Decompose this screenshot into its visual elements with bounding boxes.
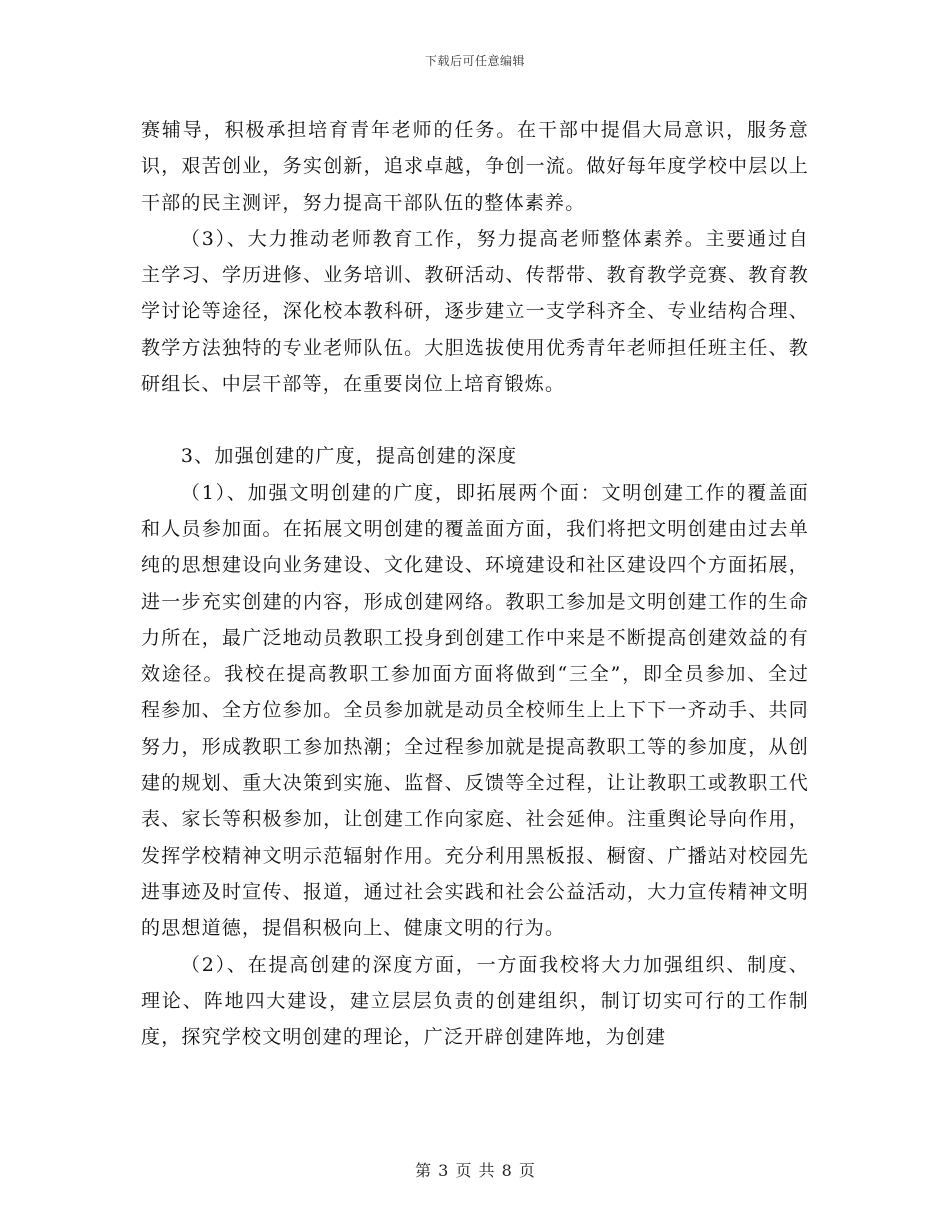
page-number-footer: 第 3 页 共 8 页 — [415, 1161, 535, 1180]
paragraph-item-3: （3）、大力推动老师教育工作，努力提高老师整体素养。主要通过自主学习、学历进修、业务培训、教研活动、传帮带、教育教学竞赛、教育教学讨论等途径，深化校本教科研，逐步建立一支学科齐全、专业结构合理、教学方法独特的专业老师队伍。大胆选拔使用优秀青年老师担任班主任、教研组长、中层干部等，在重要岗位上培育锻炼。 — [141, 227, 809, 396]
page-header: 下载后可任意编辑 — [424, 54, 525, 68]
paragraph-item-1: （1）、加强文明创建的广度，即拓展两个面：文明创建工作的覆盖面和人员参加面。在拓展文明创建的覆盖面方面，我们将把文明创建由过去单纯的思想建设向业务建设、文化建设、环境建设和社区建设四个方面拓展，进一步充实创建的内容，形成创建网络。教职工参加是文明创建工作的生命力所在，最广泛地动员教职工投身到创建工作中来是不断提高创建效益的有效途径。我校在提高教职工参加面方面将做到“三全”，即全员参加、全过程参加、全方位参加。全员参加就是动员全校师生上上下下一齐动手、共同努力，形成教职工参加热潮；全过程参加就是提高教职工等的参加度，从创建的规划、重大决策到实施、监督、反馈等全过程，让让教职工或教职工代表、家长等积极参加，让创建工作向家庭、社会延伸。注重舆论导向作用，发挥学校精神文明示范辐射作用。充分利用黑板报、橱窗、广播站对校园先进事迹及时宣传、报道，通过社会实践和社会公益活动，大力宣传精神文明的思想道德，提倡积极向上、健康文明的行为。 — [141, 481, 809, 940]
section-heading: 3、加强创建的广度，提高创建的深度 — [180, 445, 518, 468]
paragraph-item-2: （2）、在提高创建的深度方面，一方面我校将大力加强组织、制度、理论、阵地四大建设，建立层层负责的创建组织，制订切实可行的工作制度，探究学校文明创建的理论，广泛开辟创建阵地，为创建 — [141, 953, 809, 1049]
document-body — [141, 112, 809, 1055]
paragraph-continuation: 赛辅导，积极承担培育青年老师的任务。在干部中提倡大局意识，服务意识，艰苦创业，务实创新，追求卓越，争创一流。做好每年度学校中层以上干部的民主测评，努力提高干部队伍的整体素养。 — [141, 119, 809, 214]
paragraph-spacer — [141, 402, 809, 438]
